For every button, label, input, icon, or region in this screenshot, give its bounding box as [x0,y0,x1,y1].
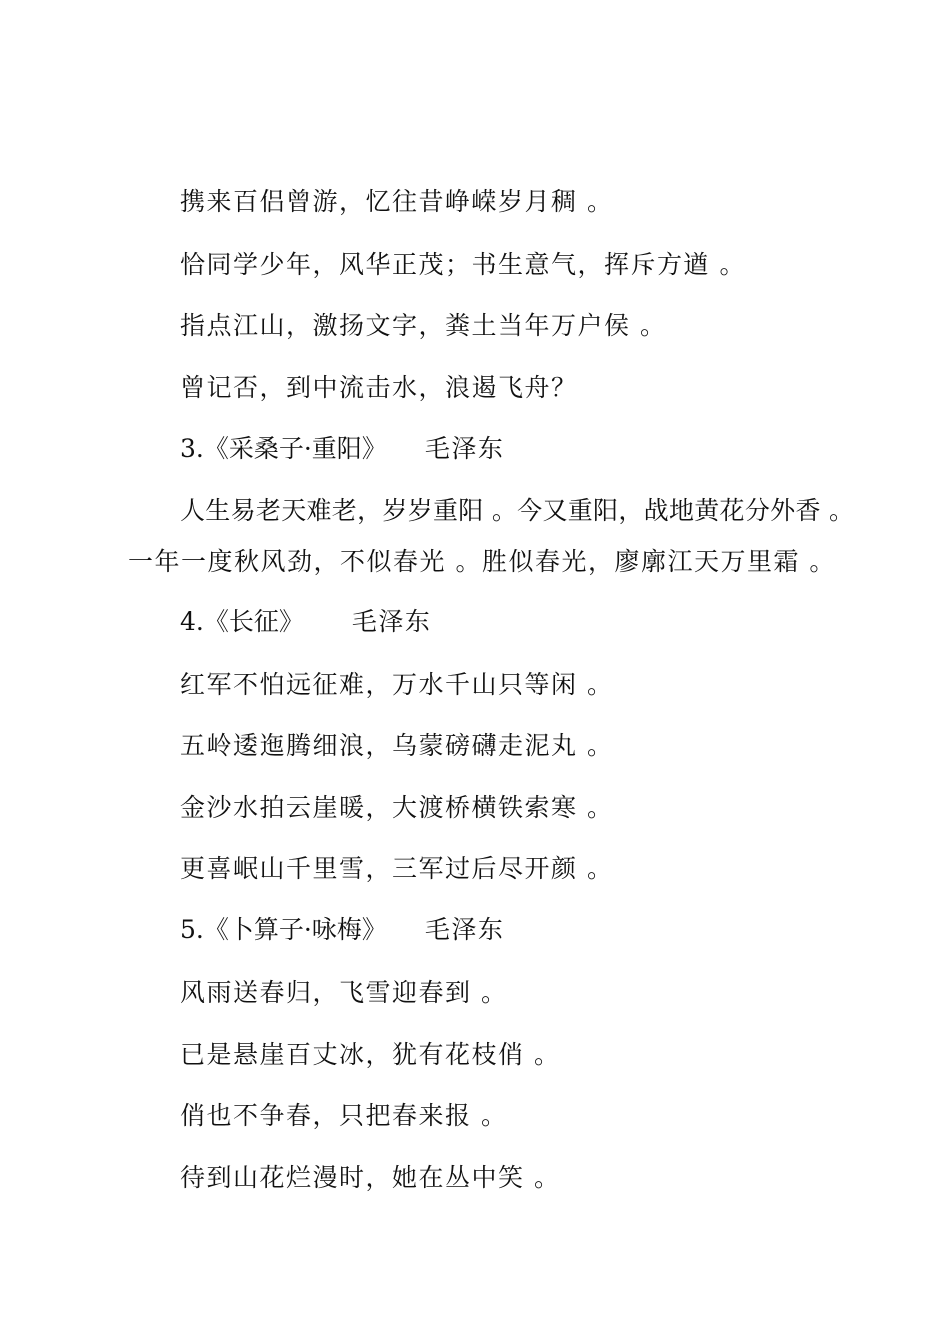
poem-line: 曾记否，到中流击水，浪遏飞舟？ [180,373,578,402]
poem-heading [180,915,504,945]
poem-title: 5.《卜算子·咏梅》 [180,915,387,944]
poem-heading [180,434,504,464]
poem-author: 毛泽东 [424,915,505,944]
poem-heading [180,607,431,637]
poem-line: 更喜岷山千里雪，三军过后尽开颜 。 [180,854,614,883]
poem-title: 3.《采桑子·重阳》 [180,434,387,463]
poem-line: 待到山花烂漫时，她在丛中笑 。 [180,1163,561,1192]
poem-line: 金沙水拍云崖暖，大渡桥横铁索寒 。 [180,793,614,822]
poem-author: 毛泽东 [351,607,432,636]
poem-line: 携来百侣曾游，忆往昔峥嵘岁月稠 。 [180,187,614,216]
poem-line: 五岭逶迤腾细浪，乌蒙磅礴走泥丸 。 [180,731,614,760]
poem-line: 指点江山，激扬文字，粪土当年万户侯 。 [180,311,667,340]
poem-author: 毛泽东 [424,434,505,463]
poem-line: 红军不怕远征难，万水千山只等闲 。 [180,670,614,699]
poem-line: 俏也不争春，只把春来报 。 [180,1101,508,1130]
poem-line: 一年一度秋风劲，不似春光 。胜似春光，廖廓江天万里霜 。 [128,547,836,576]
poem-line: 恰同学少年，风华正茂；书生意气，挥斥方遒 。 [180,250,746,279]
poem-line: 人生易老天难老，岁岁重阳 。今又重阳，战地黄花分外香 。 [180,496,855,525]
poem-title: 4.《长征》 [180,607,304,636]
poem-line: 已是悬崖百丈冰，犹有花枝俏 。 [180,1040,561,1069]
poem-line: 风雨送春归，飞雪迎春到 。 [180,978,508,1007]
